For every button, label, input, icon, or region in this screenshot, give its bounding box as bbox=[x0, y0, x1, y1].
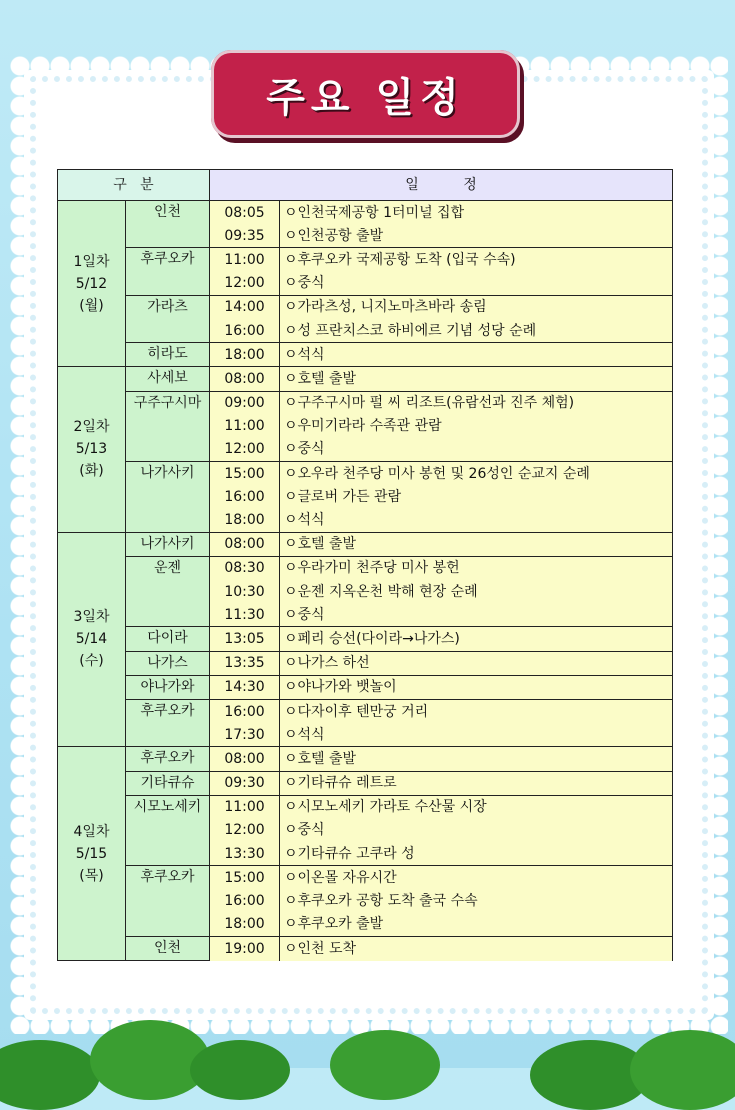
header-division: 구 분 bbox=[58, 170, 210, 201]
place-cell: 가라츠 bbox=[126, 295, 210, 342]
place-cell: 후쿠오카 bbox=[126, 747, 210, 771]
activity-cell: ㅇ인천 도착 bbox=[280, 936, 673, 960]
place-cell: 후쿠오카 bbox=[126, 866, 210, 937]
activity-cell: ㅇ운젠 지옥온천 박해 현장 순례 bbox=[280, 580, 673, 603]
time-cell: 16:00 bbox=[210, 485, 280, 508]
time-cell: 18:00 bbox=[210, 913, 280, 937]
activity-cell: ㅇ호텔 출발 bbox=[280, 367, 673, 391]
time-cell: 16:00 bbox=[210, 699, 280, 723]
place-cell: 나가사키 bbox=[126, 532, 210, 556]
time-cell: 13:30 bbox=[210, 842, 280, 866]
time-cell: 18:00 bbox=[210, 508, 280, 532]
activity-cell: ㅇ가라츠성, 니지노마츠바라 송림 bbox=[280, 295, 673, 319]
activity-cell: ㅇ페리 승선(다이라→나가스) bbox=[280, 627, 673, 651]
page-title: 주요 일정 bbox=[266, 74, 465, 121]
place-cell: 다이라 bbox=[126, 627, 210, 651]
time-cell: 09:30 bbox=[210, 771, 280, 795]
time-cell: 08:00 bbox=[210, 367, 280, 391]
day-label: 4일차 5/15 (목) bbox=[58, 747, 126, 961]
activity-cell: ㅇ야나가와 뱃놀이 bbox=[280, 675, 673, 699]
activity-cell: ㅇ중식 bbox=[280, 438, 673, 462]
place-cell: 기타큐슈 bbox=[126, 771, 210, 795]
time-cell: 09:00 bbox=[210, 391, 280, 415]
activity-cell: ㅇ호텔 출발 bbox=[280, 532, 673, 556]
activity-cell: ㅇ우라가미 천주당 미사 봉헌 bbox=[280, 556, 673, 580]
bush-decoration bbox=[630, 1030, 735, 1110]
activity-cell: ㅇ성 프란치스코 하비에르 기념 성당 순례 bbox=[280, 319, 673, 343]
activity-cell: ㅇ다자이후 텐만궁 거리 bbox=[280, 699, 673, 723]
time-cell: 12:00 bbox=[210, 272, 280, 296]
time-cell: 08:05 bbox=[210, 201, 280, 225]
time-cell: 18:00 bbox=[210, 343, 280, 367]
place-cell: 나가스 bbox=[126, 651, 210, 675]
activity-cell: ㅇ호텔 출발 bbox=[280, 747, 673, 771]
time-cell: 14:30 bbox=[210, 675, 280, 699]
activity-cell: ㅇ글로버 가든 관람 bbox=[280, 485, 673, 508]
place-cell: 히라도 bbox=[126, 343, 210, 367]
time-cell: 10:30 bbox=[210, 580, 280, 603]
place-cell: 야나가와 bbox=[126, 675, 210, 699]
time-cell: 13:05 bbox=[210, 627, 280, 651]
time-cell: 08:30 bbox=[210, 556, 280, 580]
schedule-row bbox=[58, 391, 673, 415]
bush-decoration bbox=[0, 1040, 100, 1110]
activity-cell: ㅇ중식 bbox=[280, 603, 673, 627]
schedule-row bbox=[58, 627, 673, 651]
place-cell: 후쿠오카 bbox=[126, 699, 210, 746]
activity-cell: ㅇ인천공항 출발 bbox=[280, 224, 673, 248]
place-cell: 인천 bbox=[126, 201, 210, 248]
activity-cell: ㅇ오우라 천주당 미사 봉헌 및 26성인 순교지 순례 bbox=[280, 462, 673, 486]
table-header-row bbox=[58, 170, 673, 201]
activity-cell: ㅇ인천국제공항 1터미널 집합 bbox=[280, 201, 673, 225]
bush-decoration bbox=[190, 1040, 290, 1100]
activity-cell: ㅇ석식 bbox=[280, 723, 673, 747]
time-cell: 16:00 bbox=[210, 889, 280, 912]
schedule-body bbox=[58, 201, 673, 961]
schedule-row bbox=[58, 651, 673, 675]
activity-cell: ㅇ나가스 하선 bbox=[280, 651, 673, 675]
title-banner bbox=[211, 50, 520, 138]
schedule-row bbox=[58, 771, 673, 795]
activity-cell: ㅇ기타큐슈 고쿠라 성 bbox=[280, 842, 673, 866]
place-cell: 구주구시마 bbox=[126, 391, 210, 462]
place-cell: 인천 bbox=[126, 936, 210, 960]
day-label: 3일차 5/14 (수) bbox=[58, 532, 126, 747]
schedule-row bbox=[58, 556, 673, 580]
place-cell: 운젠 bbox=[126, 556, 210, 627]
place-cell: 나가사키 bbox=[126, 462, 210, 533]
place-cell: 사세보 bbox=[126, 367, 210, 391]
time-cell: 09:35 bbox=[210, 224, 280, 248]
time-cell: 08:00 bbox=[210, 532, 280, 556]
schedule-row bbox=[58, 343, 673, 367]
activity-cell: ㅇ후쿠오카 국제공항 도착 (입국 수속) bbox=[280, 248, 673, 272]
time-cell: 12:00 bbox=[210, 819, 280, 842]
time-cell: 19:00 bbox=[210, 936, 280, 960]
schedule-row bbox=[58, 699, 673, 723]
activity-cell: ㅇ후쿠오카 공항 도착 출국 수속 bbox=[280, 889, 673, 912]
schedule-row bbox=[58, 367, 673, 391]
time-cell: 11:00 bbox=[210, 415, 280, 438]
activity-cell: ㅇ중식 bbox=[280, 819, 673, 842]
time-cell: 11:30 bbox=[210, 603, 280, 627]
time-cell: 16:00 bbox=[210, 319, 280, 343]
schedule-row bbox=[58, 795, 673, 819]
activity-cell: ㅇ석식 bbox=[280, 508, 673, 532]
activity-cell: ㅇ구주구시마 펄 씨 리조트(유람선과 진주 체험) bbox=[280, 391, 673, 415]
day-label: 1일차 5/12 (월) bbox=[58, 201, 126, 367]
schedule-row bbox=[58, 532, 673, 556]
activity-cell: ㅇ우미기라라 수족관 관람 bbox=[280, 415, 673, 438]
schedule-table bbox=[57, 169, 673, 961]
activity-cell: ㅇ후쿠오카 출발 bbox=[280, 913, 673, 937]
activity-cell: ㅇ석식 bbox=[280, 343, 673, 367]
header-schedule: 일 정 bbox=[210, 170, 673, 201]
time-cell: 11:00 bbox=[210, 248, 280, 272]
activity-cell: ㅇ기타큐슈 레트로 bbox=[280, 771, 673, 795]
activity-cell: ㅇ이온몰 자유시간 bbox=[280, 866, 673, 890]
bush-decoration bbox=[330, 1030, 440, 1100]
time-cell: 13:35 bbox=[210, 651, 280, 675]
place-cell: 시모노세키 bbox=[126, 795, 210, 866]
schedule-row bbox=[58, 248, 673, 272]
schedule-row bbox=[58, 866, 673, 890]
time-cell: 14:00 bbox=[210, 295, 280, 319]
time-cell: 15:00 bbox=[210, 866, 280, 890]
time-cell: 12:00 bbox=[210, 438, 280, 462]
schedule-row bbox=[58, 747, 673, 771]
schedule-row bbox=[58, 462, 673, 486]
activity-cell: ㅇ중식 bbox=[280, 272, 673, 296]
time-cell: 17:30 bbox=[210, 723, 280, 747]
schedule-row bbox=[58, 675, 673, 699]
place-cell: 후쿠오카 bbox=[126, 248, 210, 295]
schedule-row bbox=[58, 936, 673, 960]
activity-cell: ㅇ시모노세키 가라토 수산물 시장 bbox=[280, 795, 673, 819]
schedule-row bbox=[58, 201, 673, 225]
schedule-row bbox=[58, 295, 673, 319]
time-cell: 08:00 bbox=[210, 747, 280, 771]
time-cell: 11:00 bbox=[210, 795, 280, 819]
time-cell: 15:00 bbox=[210, 462, 280, 486]
day-label: 2일차 5/13 (화) bbox=[58, 367, 126, 532]
